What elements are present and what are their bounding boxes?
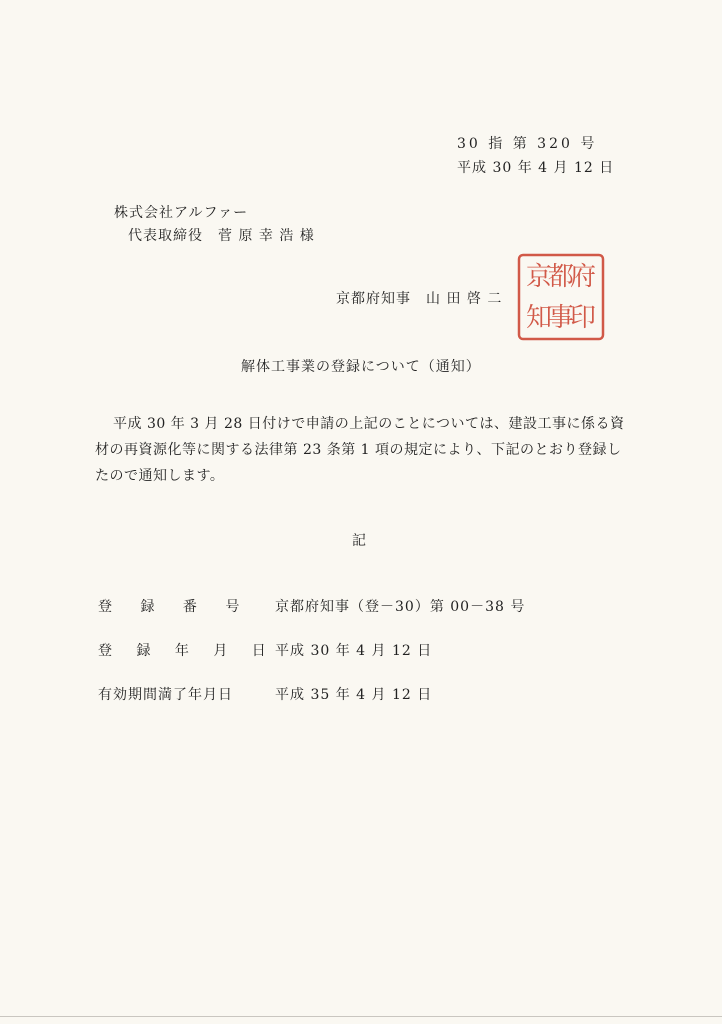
official-seal-icon (516, 252, 606, 342)
addressee-company: 株式会社アルファー (114, 205, 249, 221)
seal-char: 印 (569, 303, 597, 333)
seal-char: 都 (547, 262, 575, 292)
seal-char: 京 (525, 262, 553, 292)
detail-label: 登 録 番 号 (98, 599, 252, 615)
detail-label: 登 録 年 月 日 (98, 643, 276, 659)
body-paragraph: 平成 30 年 3 月 28 日付けで申請の上記のことについては、建設工事に係る資材の再資源化等に関する法律第 23 条第 1 項の規定により、下記のとおり登録したので通知します。 (95, 416, 625, 484)
addressee-person: 代表取締役 菅 原 幸 浩 様 (128, 228, 315, 244)
seal-char: 知 (525, 303, 553, 333)
issue-date: 平成 30 年 4 月 12 日 (457, 160, 615, 176)
detail-value: 京都府知事（登－30）第 00－38 号 (275, 599, 526, 615)
detail-label: 有効期間満了年月日 (98, 687, 233, 703)
seal-char: 府 (569, 262, 597, 292)
sender-name: 京都府知事 山 田 啓 二 (336, 291, 503, 307)
detail-value: 平成 30 年 4 月 12 日 (275, 643, 433, 659)
reference-number: 30 指 第 320 号 (457, 136, 598, 152)
ki-marker: 記 (352, 533, 367, 549)
seal-char: 事 (547, 303, 575, 333)
document-title: 解体工事業の登録について（通知） (241, 359, 481, 375)
detail-value: 平成 35 年 4 月 12 日 (275, 687, 433, 703)
page-edge (0, 1016, 722, 1017)
